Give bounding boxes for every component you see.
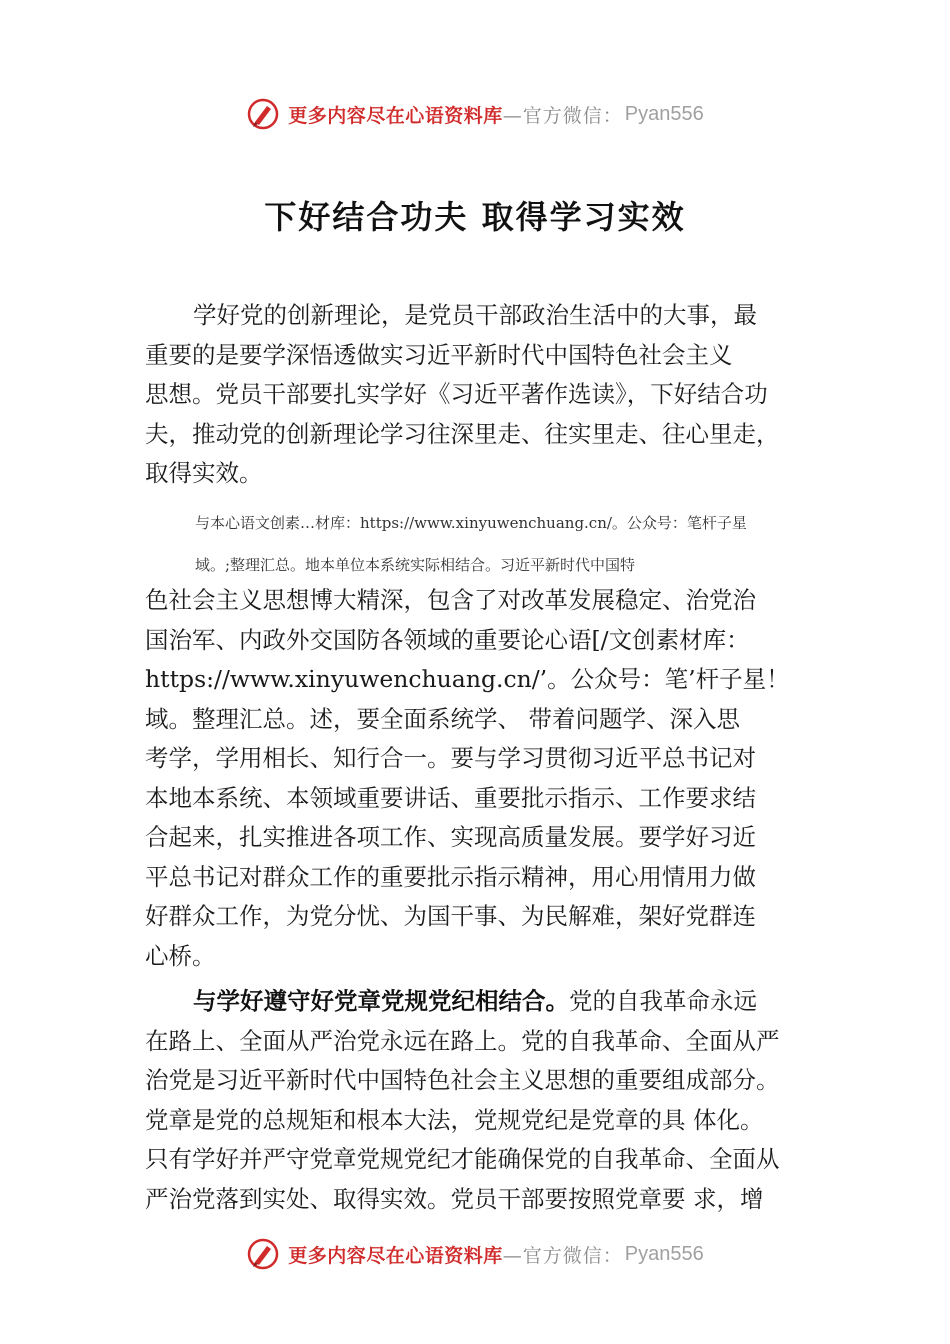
paragraph-1-line: 夫，推动党的创新理论学习往深里走、往实里走、往心里走， <box>145 419 780 448</box>
banner-wechat-id: Pyan556 <box>624 102 704 125</box>
paragraph-2-line: 本地本系统、本领域重要讲话、重要批示指示、工作要求结 <box>145 783 756 812</box>
paragraph-3-line: 严治党落到实处、取得实效。党员干部要按照党章要 求，增 <box>145 1184 764 1213</box>
inserted-note-line-1: 与本心语文创素…材库：https://www.xinyuwenchuang.cn/。公众号：笔杆子星 <box>195 514 747 532</box>
paragraph-1-line: 学好党的创新理论，是党员干部政治生活中的大事，最 <box>193 301 757 329</box>
paragraph-2-line: 域。整理汇总。述，要全面系统学、 带着问题学、深入思 <box>145 704 740 733</box>
paragraph-2-line: 国治军、内政外交国防各领域的重要论心语[/文创素材库： <box>145 625 750 654</box>
paragraph-1-line: 取得实效。 <box>145 459 263 487</box>
inserted-note-line-2: 域。;整理汇总。地本单位本系统实际相结合。习近平新时代中国特 <box>195 556 636 574</box>
paragraph-3-lead-heading: 与学好遵守好党章党规党纪相结合。 <box>193 987 569 1015</box>
paragraph-2-line: 合起来，扎实推进各项工作、实现高质量发展。要学好习近 <box>145 823 756 851</box>
paragraph-2-line: 心桥。 <box>145 941 216 970</box>
paragraph-3-line: 在路上、全面从严治党永远在路上。党的自我革命、全面从严 <box>145 1026 780 1055</box>
banner-main-text: 更多内容尽在心语资料库 <box>288 1244 503 1267</box>
banner-separator-text: —官方微信： <box>502 104 623 127</box>
paragraph-3-line: 只有学好并严守党章党规党纪才能确保党的自我革命、全面从 <box>145 1145 780 1173</box>
paragraph-1-line: 重要的是要学深悟透做实习近平新时代中国特色社会主义 <box>145 340 733 369</box>
pen-logo-icon <box>246 1237 280 1271</box>
paragraph-2-line: 考学，学用相长、知行合一。要与学习贯彻习近平总书记对 <box>145 744 756 772</box>
pen-logo-icon <box>246 97 280 131</box>
paragraph-3 <box>145 982 825 1219</box>
paragraph-2-line: https://www.xinyuwenchuang.cn/’。公众号：笔’杆子星！ <box>145 665 790 693</box>
paragraph-3-first-line <box>145 982 825 1022</box>
banner-separator-text: —官方微信： <box>502 1244 623 1267</box>
paragraph-2-line: 色社会主义思想博大精深，包含了对改革发展稳定、治党治 <box>145 586 756 614</box>
paragraph-3-first-text: 党的自我革命永远 <box>569 987 757 1015</box>
document-title: 下好结合功夫 取得学习实效 <box>264 198 686 236</box>
bottom-watermark-banner <box>0 1234 950 1274</box>
banner-wechat-id: Pyan556 <box>624 1242 704 1265</box>
paragraph-2-line: 好群众工作，为党分忧、为国干事、为民解难，架好党群连 <box>145 902 756 930</box>
top-watermark-banner <box>0 94 950 134</box>
banner-main-text: 更多内容尽在心语资料库 <box>288 104 503 127</box>
paragraph-3-line: 治党是习近平新时代中国特色社会主义思想的重要组成部分。 <box>145 1066 780 1094</box>
paragraph-2-line: 平总书记对群众工作的重要批示指示精神，用心用情用力做 <box>145 862 756 891</box>
paragraph-1 <box>145 296 825 494</box>
paragraph-1-line: 思想。党员干部要扎实学好《习近平著作选读》，下好结合功 <box>145 380 768 408</box>
paragraph-3-line: 党章是党的总规矩和根本大法，党规党纪是党章的具 体化。 <box>145 1105 764 1134</box>
paragraph-2 <box>145 581 825 976</box>
